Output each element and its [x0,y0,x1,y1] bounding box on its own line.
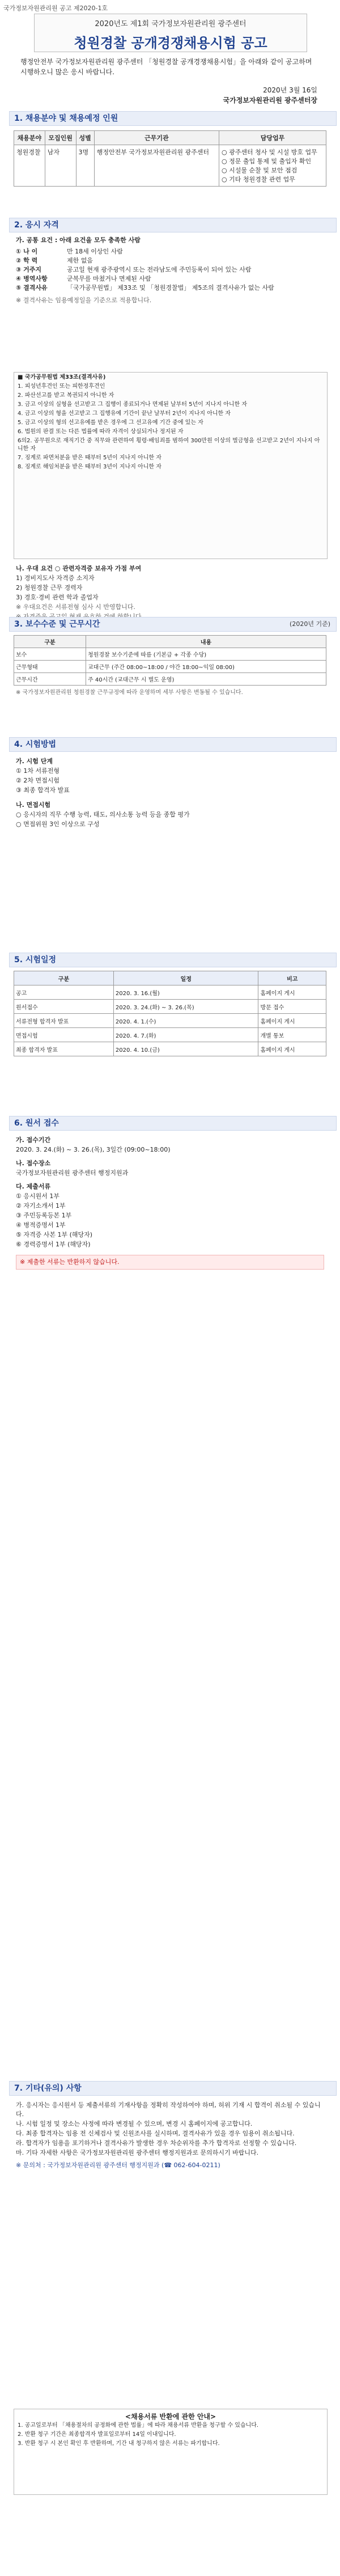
section-6-header: 6. 원서 접수 [9,1116,337,1131]
qual-text: 군복무를 마쳤거나 면제된 사람 [67,275,151,282]
schedule-header: 일정 [113,971,258,985]
etc-item: 라. 합격자가 임용을 포기하거나 결격사유가 발생한 경우 차순위자를 추가 합격자로 선정할 수 있습니다. [16,2139,297,2147]
job-duty-item: ○ 시설물 순찰 및 보안 점검 [222,167,298,174]
requirements-box [14,372,328,559]
schedule-row [14,985,326,1000]
pay-key: 근무시간 [14,673,86,686]
qual-row [16,256,324,265]
etc-item: 마. 기타 자세한 사항은 국가정보자원관리원 광주센터 행정지원과로 문의하시기 바랍니다. [16,2149,259,2156]
job-field: 청원경찰 [14,145,45,187]
job-header-duties: 담당업무 [219,131,326,145]
reception-doc: ③ 주민등록등본 1부 [16,1212,72,1219]
schedule-row [14,1028,326,1042]
schedule-row [14,1042,326,1056]
schedule-header-row [14,971,326,985]
etc-item: 나. 시험 일정 및 장소는 사정에 따라 변경될 수 있으며, 변경 시 홈페이지에 공고합니다. [16,2120,253,2127]
requirements-item: 6의2. 공무원으로 재직기간 중 직무와 관련하여 횡령·배임죄를 범하여 300만원 이상의 벌금형을 선고받고 2년이 지나지 아니한 자 [18,438,320,452]
section-3-title: 3. 보수수준 및 근무시간 [14,620,100,629]
pay-table [14,635,326,686]
schedule-table [14,971,326,1056]
qual-row [16,274,324,284]
preference-note: ※ 우대요건은 서류전형 심사 시 반영합니다. [16,603,135,611]
reception-doc: ⑥ 경력증명서 1부 (해당자) [16,1241,91,1248]
pay-header-row [14,636,326,648]
etc-item: 다. 최종 합격자는 임용 전 신체검사 및 신원조사를 실시하며, 결격사유가 있을 경우 임용이 취소됩니다. [16,2130,295,2137]
reception-doc: ② 자기소개서 1부 [16,1202,66,1209]
pay-value: 청원경찰 보수기준에 따름 (기본급 + 각종 수당) [86,648,326,661]
schedule-row [14,1000,326,1014]
schedule-cell: 개별 통보 [258,1028,326,1042]
method-step: ③ 최종 합격자 발표 [16,786,70,794]
reception-highlight: ※ 제출한 서류는 반환하지 않습니다. [16,1255,324,1270]
qual-text: 제한 없음 [67,257,94,264]
job-duty-item: ○ 기타 청원경찰 관련 업무 [222,176,295,183]
job-duty-item: ○ 정문 출입 통제 및 출입자 확인 [222,158,312,165]
job-header-count: 모집인원 [45,131,76,145]
requirements-item: 4. 금고 이상의 형을 선고받고 그 집행유예 기간이 끝난 날부터 2년이 지나지 아니한 자 [18,411,231,417]
etc-block [16,2100,324,2171]
qual-row [16,247,324,256]
header-title-box [34,14,307,52]
method-sub-text: ○ 응시자의 직무 수행 능력, 태도, 의사소통 능력 등을 종합 평가 [16,811,190,818]
reception-doc: ⑤ 자격증 사본 1부 (해당자) [16,1231,93,1238]
schedule-cell: 2020. 3. 24.(화) ~ 3. 26.(목) [113,1000,258,1014]
job-header-gender: 성별 [76,131,94,145]
qual-text: 「국가공무원법」 제33조 및 「청원경찰법」 제5조의 결격사유가 없는 사람 [67,284,274,291]
preference-item: 1) 경비지도사 자격증 소지자 [16,574,95,582]
etc-item: 가. 응시자는 응시원서 등 제출서류의 기재사항을 정확히 작성하여야 하며, 허위 기재 시 합격이 취소될 수 있습니다. [16,2101,321,2118]
pay-header-key: 구분 [14,636,86,648]
notice-organization: 국가정보자원관리원 광주센터장 [223,96,317,104]
qual-label: ③ 거주지 [16,266,42,273]
schedule-cell: 원서접수 [14,1000,114,1014]
schedule-cell: 방문 접수 [258,1000,326,1014]
method-title: 가. 시험 단계 [16,758,53,765]
document-return-line: 2. 반환 청구 기간은 최종합격자 발표일로부터 14일 이내입니다. [18,2431,176,2438]
pay-value: 교대근무 (주간 08:00~18:00 / 야간 18:00~익일 08:00) [86,661,326,673]
job-header-field: 채용분야 [14,131,45,145]
reception-place-title: 나. 접수장소 [16,1160,51,1167]
requirements-item: 5. 금고 이상의 형의 선고유예를 받은 경우에 그 선고유예 기간 중에 있는 자 [18,420,203,426]
qual-text: 만 18세 이상인 사람 [67,248,123,255]
qual-title-text: : 아래 요건을 모두 충족한 사람 [54,236,141,244]
document-return-box [14,2409,328,2495]
job-gender: 3명 [76,145,94,187]
document-return-title: <채용서류 반환에 관한 안내> [125,2413,216,2421]
document-return-line: 1. 공고일로부터 「채용절차의 공정화에 관한 법률」에 따라 채용서류 반환을 청구할 수 있습니다. [18,2422,259,2429]
schedule-header: 비고 [258,971,326,985]
pay-key: 근무형태 [14,661,86,673]
pay-row [14,661,326,673]
job-org: 행정안전부 국가정보자원관리원 광주센터 [94,145,219,187]
qual-label: ⑤ 결격사유 [16,284,48,291]
schedule-cell: 면접시험 [14,1028,114,1042]
section-2-header: 2. 응시 자격 [9,218,337,232]
preference-item: 3) 경호·경비 관련 학과 졸업자 [16,594,99,601]
qual-row [16,265,324,274]
notice-date: 2020년 3월 16일 [263,86,317,94]
qual-note: ※ 결격사유는 임용예정일을 기준으로 적용합니다. [16,297,152,304]
section-3-note: (2020년 기준) [290,620,330,628]
job-header-org: 근무기관 [94,131,219,145]
preference-text: ○ 관련자격증 보유자 가점 부여 [54,565,142,572]
qual-row [16,284,324,293]
reception-doc: ④ 병적증명서 1부 [16,1221,66,1229]
requirements-item: 2. 파산선고를 받고 복권되지 아니한 자 [18,392,114,399]
qual-title-label: 가. 공통 요건 [16,236,53,244]
reception-place: 국가정보자원관리원 광주센터 행정지원과 [16,1169,129,1177]
reception-doc: ① 응시원서 1부 [16,1192,60,1200]
requirements-item: 7. 징계로 파면처분을 받은 때부터 5년이 지나지 아니한 자 [18,455,162,461]
method-sub-title: 나. 면접시험 [16,801,51,809]
reception-text: 2020. 3. 24.(화) ~ 3. 26.(목), 3일간 (09:00~18:00) [16,1146,171,1153]
schedule-cell: 공고 [14,985,114,1000]
schedule-cell: 2020. 4. 10.(금) [113,1042,258,1056]
section-7-header: 7. 기타(유의) 사항 [9,2081,337,2096]
schedule-cell: 2020. 3. 16.(월) [113,985,258,1000]
section-4-header: 4. 시험방법 [9,737,337,752]
method-step: ② 2차 면접시험 [16,777,60,784]
schedule-cell: 서류전형 합격자 발표 [14,1014,114,1028]
qual-text: 공고일 현재 광주광역시 또는 전라남도에 주민등록이 되어 있는 사람 [67,266,252,273]
preference-item: 2) 청원경찰 근무 경력자 [16,584,83,591]
job-table-row [14,145,326,187]
schedule-cell: 홈페이지 게시 [258,1042,326,1056]
preference-block [16,564,324,622]
schedule-row [14,1014,326,1028]
header-subtitle: 2020년도 제1회 국가정보자원관리원 광주센터 [95,20,246,28]
preference-label: 나. 우대 요건 [16,565,53,572]
reception-docs-title: 다. 제출서류 [16,1183,51,1190]
pay-row [14,673,326,686]
header-title: 청원경찰 공개경쟁채용시험 공고 [74,35,267,51]
notice-number: 국가정보자원관리원 공고 제2020-1호 [3,5,108,12]
pay-value: 주 40시간 (교대근무 시 별도 운영) [86,673,326,686]
schedule-cell: 최종 합격자 발표 [14,1042,114,1056]
reception-title: 가. 접수기간 [16,1136,51,1144]
etc-contact: ※ 문의처 : 국가정보자원관리원 광주센터 행정지원과 (☎ 062-604-0211) [16,2162,220,2169]
schedule-cell: 홈페이지 게시 [258,985,326,1000]
requirements-item: 8. 징계로 해임처분을 받은 때부터 3년이 지나지 아니한 자 [18,464,162,470]
job-duty-item: ○ 광주센터 청사 및 시설 방호 업무 [222,149,317,156]
method-block [16,756,324,830]
qual-title [16,236,324,245]
section-3-header [9,617,337,632]
schedule-header: 구분 [14,971,114,985]
document-return-line: 3. 반환 청구 시 본인 확인 후 반환하며, 기간 내 청구하지 않은 서류는 파기합니다. [18,2440,220,2447]
intro-text: 행정안전부 국가정보자원관리원 광주센터 「청원경찰 공개경쟁채용시험」을 아래와 같이 공고하며 시행하오니 많은 응시 바랍니다. [20,58,312,76]
requirements-title: ■ 국가공무원법 제33조(결격사유) [18,374,106,380]
reception-block [16,1135,324,1270]
pay-note: ※ 국가정보자원관리원 청원경찰 근무규정에 따라 운영하며 세부 사항은 변동될 수 있습니다. [16,690,243,696]
job-duties [219,145,326,187]
requirements-item: 6. 법원의 판결 또는 다른 법률에 따라 자격이 상실되거나 정지된 자 [18,429,184,435]
section-5-header: 5. 시험일정 [9,953,337,967]
schedule-cell: 홈페이지 게시 [258,1014,326,1028]
qualification-block [16,236,324,305]
schedule-cell: 2020. 4. 1.(수) [113,1014,258,1028]
method-sub-text: ○ 면접위원 3인 이상으로 구성 [16,820,100,828]
requirements-item: 1. 피성년후견인 또는 피한정후견인 [18,383,105,390]
schedule-cell: 2020. 4. 7.(화) [113,1028,258,1042]
pay-key: 보수 [14,648,86,661]
section-1-header: 1. 채용분야 및 채용예정 인원 [9,111,337,126]
job-count: 남자 [45,145,76,187]
method-step: ① 1차 서류전형 [16,767,60,775]
job-table [14,130,326,187]
preference-title [16,564,324,573]
job-table-header-row [14,131,326,145]
pay-header-value: 내용 [86,636,326,648]
requirements-item: 3. 금고 이상의 실형을 선고받고 그 집행이 종료되거나 면제된 날부터 5년이 지나지 아니한 자 [18,401,247,408]
qual-label: ② 학 력 [16,257,38,264]
pay-row [14,648,326,661]
qual-label: ④ 병역사항 [16,275,48,282]
qual-label: ① 나 이 [16,248,38,255]
